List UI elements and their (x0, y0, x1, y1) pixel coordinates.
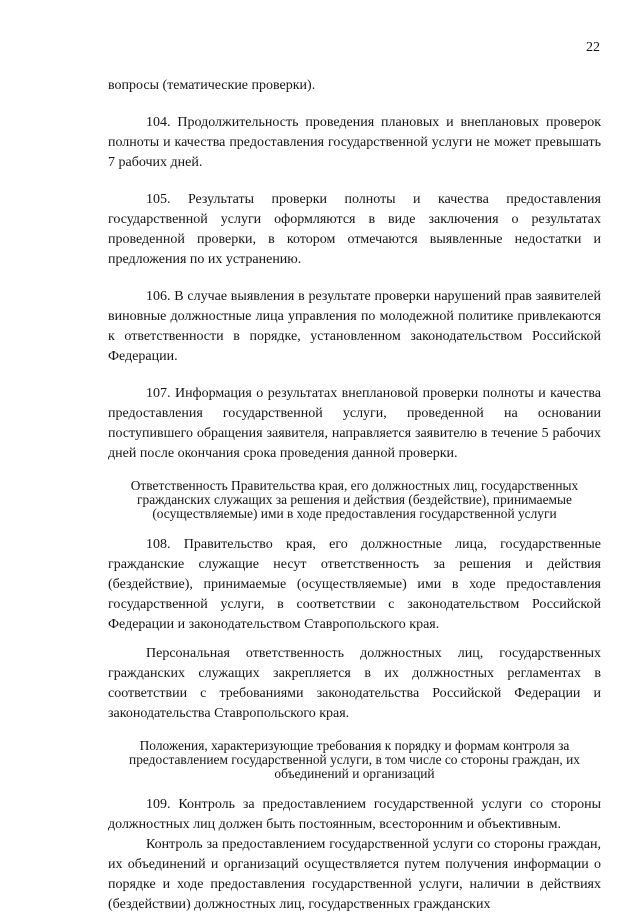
paragraph-109-citizen-control: Контроль за предоставлением государственной услуги со стороны граждан, их объединений и организаций осуществляется путем получения информации о порядке и ходе предоставления государственной услуги, наличии в действиях (бездействии) должностных лиц, государственных гражданских (108, 837, 601, 912)
section-heading-responsibility: Ответственность Правительства края, его должностных лиц, государственных гражданских служащих за решения и действия (бездействие), принимаемые (осуществляемые) ими в ходе предоставления государственной услуги (130, 478, 579, 521)
document-body (108, 76, 601, 915)
paragraph-108: 108. Правительство края, его должностные лица, государственные гражданские служащие несут ответственность за решения и действия (бездействие), принимаемые (осуществляемые) ими в ходе предоставления государственной услуги, в соответствии с законодательством Российской Федерации и законодательством Ставропольского края. (108, 537, 601, 632)
paragraph-104: 104. Продолжительность проведения плановых и внеплановых проверок полноты и качества предоставления государственной услуги не может превышать 7 рабочих дней. (108, 115, 601, 170)
paragraph-105: 105. Результаты проверки полноты и качества предоставления государственной услуги оформляются в виде заключения о результатах проведенной проверки, в котором отмечаются выявленные недостатки и предложения по их устранению. (108, 192, 601, 267)
page-number: 22 (586, 40, 600, 55)
paragraph-continuation: вопросы (тематические проверки). (108, 78, 316, 93)
paragraph-109: 109. Контроль за предоставлением государственной услуги со стороны должностных лиц должен быть постоянным, всесторонним и объективным. (108, 797, 601, 832)
paragraph-108-personal-responsibility: Персональная ответственность должностных лиц, государственных гражданских служащих закрепляется в их должностных регламентах в соответствии с требованиями законодательства Российской Федерации и законодательства Ставропольского края. (108, 646, 601, 721)
paragraph-107: 107. Информация о результатах внеплановой проверки полноты и качества предоставления государственной услуги, проведенной на основании поступившего обращения заявителя, направляется заявителю в течение 5 рабочих дней после окончания срока проведения данной проверки. (108, 386, 601, 461)
section-heading-control: Положения, характеризующие требования к порядку и формам контроля за предоставлением государственной услуги, в том числе со стороны граждан, их объединений и организаций (129, 738, 580, 781)
paragraph-106: 106. В случае выявления в результате проверки нарушений прав заявителей виновные должностные лица управления по молодежной политике привлекаются к ответственности в порядке, установленном законодательством Российской Федерации. (108, 289, 601, 364)
